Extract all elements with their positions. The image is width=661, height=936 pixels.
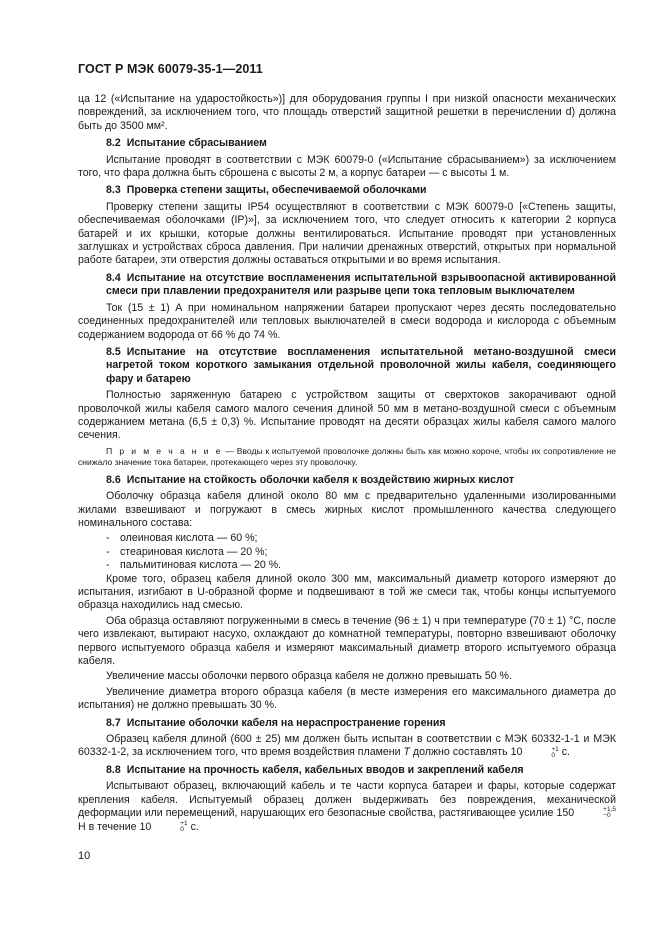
section-title: Испытание на отсутствие воспламенения испытательной метано-воздушной смеси нагретой током короткого замыкания отдельной проволочной жилы кабеля, соединяющего фару и батарею bbox=[106, 345, 616, 385]
section-8-6-text-2: Кроме того, образец кабеля длиной около 300 мм, максимальный диаметр которого измеряют до испытания, изгибают в U-образной форме и подвешивают в той же смеси так, чтобы концы испытуемого образца находились над смесью. bbox=[78, 572, 616, 612]
section-title: Испытание на отсутствие воспламенения испытательной взрывоопасной активированной смеси при плавлении предохранителя или разрыве цепи тока тепловым выключателем bbox=[106, 271, 616, 298]
section-8-2-heading bbox=[78, 137, 616, 150]
section-8-7-heading bbox=[78, 717, 616, 730]
time-tolerance: +1 0 bbox=[180, 819, 188, 833]
note-label: П р и м е ч а н и е bbox=[106, 445, 223, 456]
section-8-5-heading bbox=[78, 346, 616, 386]
document-header: ГОСТ Р МЭК 60079-35-1—2011 bbox=[78, 62, 263, 76]
section-title: Испытание на прочность кабеля, кабельных вводов и закреплений кабеля bbox=[126, 763, 524, 776]
section-title: Испытание на стойкость оболочки кабеля к воздействию жирных кислот bbox=[126, 473, 515, 486]
tolerance: +1 0 bbox=[551, 745, 559, 759]
section-8-3-text: Проверку степени защиты IP54 осуществляют в соответствии с МЭК 60079-0 [«Степень защиты, обеспечиваемая оболочками (IP)»], за исключением того, что следует относить к категории 2 корпуса батарей и их крышки, которые должны вентилироваться. Испытание проводят при установленных заглушках и устройствах сброса давления. При наличии дренажных отверстий, открытых при нормальной работе батареи, эти отверстия должны оставаться открытыми и во время испытания. bbox=[78, 200, 616, 267]
list-item: - пальмитиновая кислота — 20 %. bbox=[106, 559, 282, 572]
section-number: 8.8 bbox=[106, 763, 121, 776]
section-8-6-text-4: Увеличение массы оболочки первого образца кабеля не должно превышать 50 %. bbox=[106, 670, 512, 683]
section-8-8-text: Испытывают образец, включающий кабель и те части корпуса батареи и фары, которые содержат крепления кабеля. Испытуемый образец должен выдерживать без повреждения, механической деформации или перемещений, нарушающих его безопасные свойства, растягивающее усилие 150 +1,5 −0 Н в течение 10 +1 0 с. bbox=[78, 780, 616, 833]
section-title: Проверка степени защиты, обеспечиваемой оболочками bbox=[126, 184, 427, 197]
paragraph-continuation: ца 12 («Испытание на ударостойкость»)] для оборудования группы I при низкой опасности механических повреждений, за исключением того, что площадь отверстий защитной решетки в перечислении d) должна быть до 3500 мм². bbox=[78, 93, 616, 132]
document-body bbox=[78, 93, 616, 836]
section-8-3-heading bbox=[78, 184, 616, 197]
list-item: - стеариновая кислота — 20 %; bbox=[106, 545, 268, 558]
page-number: 10 bbox=[78, 850, 91, 862]
section-8-7-text: Образец кабеля длиной (600 ± 25) мм должен быть испытан в соответствии с МЭК 60332-1-1 и МЭК 60332-1-2, за исключением того, что время воздействия пламени T должно составлять 10 +1 0 с. bbox=[78, 733, 616, 759]
force-tolerance: +1,5 −0 bbox=[603, 806, 616, 820]
section-8-4-heading bbox=[78, 272, 616, 299]
note-text: — Вводы к испытуемой проволочке должны быть как можно короче, чтобы их сопротивление не снижало значение тока батареи, протекающего через эту проволочку. bbox=[78, 445, 616, 467]
section-title: Испытание оболочки кабеля на нераспространение горения bbox=[126, 716, 446, 729]
section-8-4-text: Ток (15 ± 1) А при номинальном напряжении батареи пропускают через десять последовательно соединенных предохранителей или тепловых выключателей в смеси водорода и кислорода с объемным содержанием водорода от 66 % до 74 %. bbox=[78, 301, 616, 341]
section-number: 8.2 bbox=[106, 137, 121, 150]
section-number: 8.5 bbox=[106, 345, 121, 358]
section-8-5-note bbox=[78, 446, 616, 468]
section-8-8-heading bbox=[78, 764, 616, 777]
acid-composition-list bbox=[78, 532, 616, 572]
section-title: Испытание сбрасыванием bbox=[126, 137, 267, 150]
list-item: - олеиновая кислота — 60 %; bbox=[106, 532, 258, 545]
section-8-6-text-3: Оба образца оставляют погруженными в смесь в течение (96 ± 1) ч при температуре (70 ± 1) °С, после чего извлекают, вытирают насухо, охлаждают до комнатной температуры, повторно взвешивают оболочку первого испытуемого образца кабеля и измеряют максимальный диаметр второго испытуемого образца кабеля. bbox=[78, 614, 616, 668]
section-8-2-text: Испытание проводят в соответствии с МЭК 60079-0 («Испытание сбрасыванием») за исключением того, что фара должна быть сброшена с высоты 2 м, а корпус батареи — с высоты 1 м. bbox=[78, 153, 616, 180]
section-number: 8.3 bbox=[106, 184, 121, 197]
section-number: 8.7 bbox=[106, 716, 121, 729]
section-8-6-text-5: Увеличение диаметра второго образца кабеля (в месте измерения его максимального диаметра до испытания) не должно превышать 30 %. bbox=[78, 685, 616, 712]
section-number: 8.4 bbox=[106, 271, 121, 284]
section-8-6-heading bbox=[78, 474, 616, 487]
section-8-6-text-1: Оболочку образца кабеля длиной около 80 мм с предварительно удаленными изолированными жилами взвешивают и погружают в смесь жирных кислот промышленного качества следующего номинального состава: bbox=[78, 490, 616, 529]
section-8-5-text: Полностью заряженную батарею с устройством защиты от сверхтоков закорачивают одной проволочкой жилы кабеля самого малого сечения длиной 50 мм в метано-воздушной смеси с объемным содержанием метана (6,5 ± 0,3) %. Испытание проводят на десяти образцах жилы кабеля самого малого сечения. bbox=[78, 389, 616, 442]
section-number: 8.6 bbox=[106, 473, 121, 486]
